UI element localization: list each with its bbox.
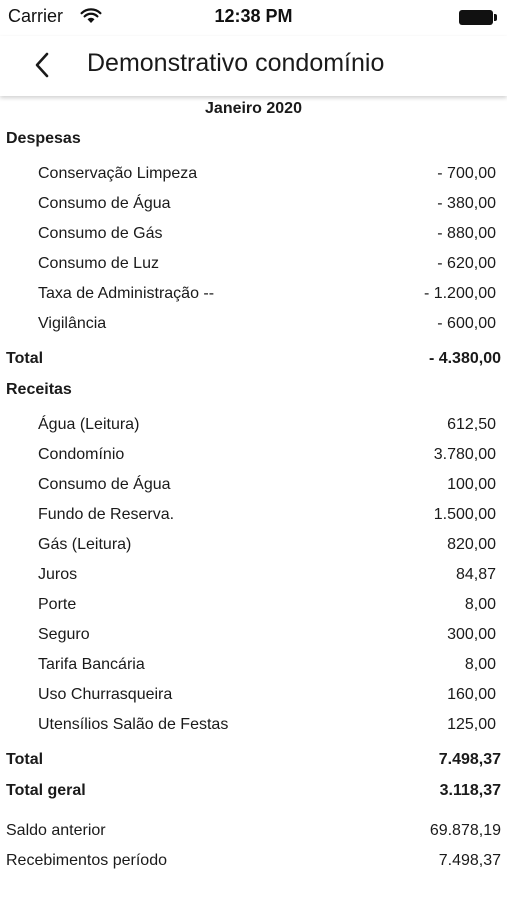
list-item bbox=[0, 225, 507, 255]
item-value: - 620,00 bbox=[437, 255, 496, 272]
item-label: Consumo de Água bbox=[38, 476, 171, 493]
item-label: Consumo de Água bbox=[38, 195, 171, 212]
item-value: 1.500,00 bbox=[433, 506, 496, 523]
item-value: 612,50 bbox=[447, 416, 496, 433]
list-item bbox=[0, 626, 507, 656]
status-bar bbox=[0, 0, 507, 36]
item-label: Gás (Leitura) bbox=[38, 536, 132, 553]
period-title: Janeiro 2020 bbox=[205, 100, 302, 117]
page-title: Demonstrativo condomínio bbox=[87, 49, 385, 77]
recebimentos-row bbox=[0, 852, 507, 882]
chevron-left-icon bbox=[28, 50, 58, 80]
clock: 12:38 PM bbox=[214, 6, 293, 26]
total-label: Total bbox=[6, 751, 44, 768]
list-item bbox=[0, 566, 507, 596]
item-value: 3.780,00 bbox=[433, 446, 496, 463]
list-item bbox=[0, 315, 507, 345]
recebimentos-value: 7.498,37 bbox=[438, 852, 501, 869]
item-value: 100,00 bbox=[447, 476, 496, 493]
list-item bbox=[0, 476, 507, 506]
item-label: Vigilância bbox=[38, 315, 107, 332]
item-label: Água (Leitura) bbox=[38, 416, 140, 433]
section-heading: Receitas bbox=[6, 381, 72, 398]
total-value: - 4.380,00 bbox=[428, 350, 501, 367]
list-item bbox=[0, 506, 507, 536]
item-value: 8,00 bbox=[464, 596, 496, 613]
list-item bbox=[0, 446, 507, 476]
navigation-bar bbox=[0, 36, 507, 96]
despesas-total-row bbox=[0, 350, 507, 380]
item-label: Tarifa Bancária bbox=[38, 656, 145, 673]
item-value: - 880,00 bbox=[437, 225, 496, 242]
list-item bbox=[0, 416, 507, 446]
item-label: Uso Churrasqueira bbox=[38, 686, 173, 703]
section-receitas bbox=[0, 381, 507, 411]
item-label: Fundo de Reserva. bbox=[38, 506, 175, 523]
total-geral-label: Total geral bbox=[6, 782, 86, 799]
item-label: Consumo de Gás bbox=[38, 225, 163, 242]
section-heading: Despesas bbox=[6, 130, 81, 147]
total-geral-value: 3.118,37 bbox=[439, 782, 501, 799]
item-value: 820,00 bbox=[447, 536, 496, 553]
list-item bbox=[0, 656, 507, 686]
item-label: Condomínio bbox=[38, 446, 125, 463]
item-value: - 700,00 bbox=[437, 165, 496, 182]
item-label: Juros bbox=[38, 566, 78, 583]
total-label: Total bbox=[6, 350, 44, 367]
list-item bbox=[0, 165, 507, 195]
item-label: Conservação Limpeza bbox=[38, 165, 198, 182]
list-item bbox=[0, 686, 507, 716]
receitas-total-row bbox=[0, 751, 507, 781]
list-item bbox=[0, 596, 507, 626]
recebimentos-label: Recebimentos período bbox=[6, 852, 167, 869]
list-item bbox=[0, 255, 507, 285]
list-item bbox=[0, 285, 507, 315]
item-label: Porte bbox=[38, 596, 77, 613]
item-value: - 380,00 bbox=[437, 195, 496, 212]
item-value: 300,00 bbox=[447, 626, 496, 643]
section-despesas bbox=[0, 130, 507, 160]
item-value: 125,00 bbox=[447, 716, 496, 733]
list-item bbox=[0, 195, 507, 225]
saldo-anterior-row bbox=[0, 822, 507, 852]
item-value: 8,00 bbox=[464, 656, 496, 673]
saldo-anterior-label: Saldo anterior bbox=[6, 822, 106, 839]
battery-icon bbox=[459, 10, 497, 25]
item-label: Utensílios Salão de Festas bbox=[38, 716, 229, 733]
carrier-label: Carrier bbox=[8, 6, 64, 26]
item-label: Seguro bbox=[38, 626, 90, 643]
list-item bbox=[0, 716, 507, 746]
item-value: 84,87 bbox=[455, 566, 496, 583]
item-label: Taxa de Administração -- bbox=[38, 285, 215, 302]
list-item bbox=[0, 536, 507, 566]
total-geral-row bbox=[0, 782, 507, 812]
item-value: 160,00 bbox=[447, 686, 496, 703]
back-button[interactable] bbox=[28, 50, 58, 80]
item-value: - 1.200,00 bbox=[423, 285, 496, 302]
item-value: - 600,00 bbox=[437, 315, 496, 332]
item-label: Consumo de Luz bbox=[38, 255, 159, 272]
total-value: 7.498,37 bbox=[438, 751, 501, 768]
saldo-anterior-value: 69.878,19 bbox=[429, 822, 501, 839]
